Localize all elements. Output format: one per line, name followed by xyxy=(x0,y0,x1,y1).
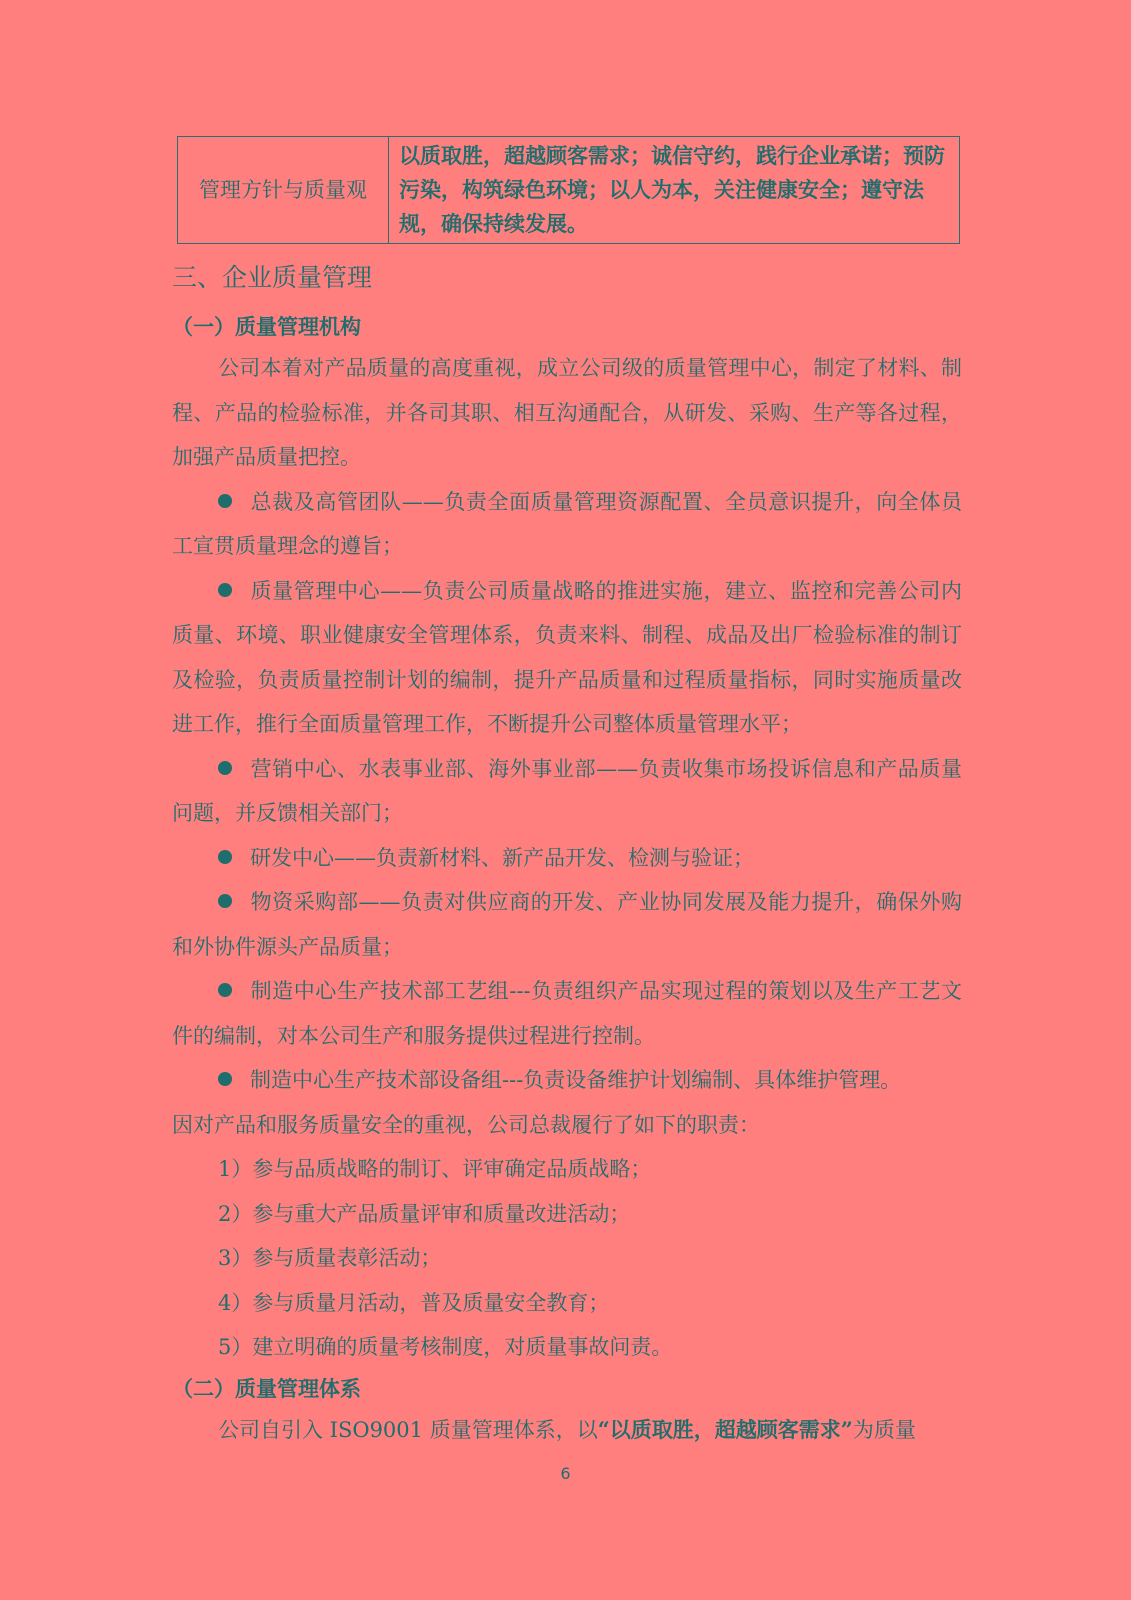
bullet-item xyxy=(172,1058,962,1103)
bullet-dot-icon xyxy=(218,850,232,864)
duty-item: 5）建立明确的质量考核制度，对质量事故问责。 xyxy=(218,1335,673,1359)
bullet-text: 总裁及高管团队——负责全面质量管理资源配置、全员意识提升，向全体员工宣贯质量理念的遵旨； xyxy=(172,489,962,558)
bullet-text: 物资采购部——负责对供应商的开发、产业协同发展及能力提升，确保外购和外协件源头产品质量； xyxy=(172,890,962,959)
bullet-dot-icon xyxy=(218,494,232,508)
bullet-item xyxy=(172,969,962,1058)
bullet-item xyxy=(172,480,962,569)
system-text-prefix: 公司自引入 ISO9001 质量管理体系，以 xyxy=(218,1417,598,1442)
bullet-text: 质量管理中心——负责公司质量战略的推进实施，建立、监控和完善公司内质量、环境、职业健康安全管理体系，负责来料、制程、成品及出厂检验标准的制订及检验，负责质量控制计划的编制，提升产品质量和过程质量指标，同时实施质量改进工作，推行全面质量管理工作，不断提升公司整体质量管理水平； xyxy=(172,578,962,736)
document-page xyxy=(172,136,962,1452)
section-title: 三、企业质量管理 xyxy=(172,263,373,292)
duty-intro: 因对产品和服务质量安全的重视，公司总裁履行了如下的职责： xyxy=(172,1112,760,1137)
page-number: 6 xyxy=(560,1464,571,1483)
bullet-item xyxy=(172,836,962,881)
system-paragraph xyxy=(172,1408,962,1453)
system-quote: “以质取胜，超越顾客需求” xyxy=(597,1416,853,1442)
bullet-text: 营销中心、水表事业部、海外事业部——负责收集市场投诉信息和产品质量问题，并反馈相关部门； xyxy=(172,756,962,825)
bullet-dot-icon xyxy=(218,583,232,597)
bullet-text: 制造中心生产技术部工艺组---负责组织产品实现过程的策划以及生产工艺文件的编制，对本公司生产和服务提供过程进行控制。 xyxy=(172,979,962,1048)
bullet-item xyxy=(172,569,962,747)
duty-item: 4）参与质量月活动，普及质量安全教育； xyxy=(218,1290,610,1315)
system-text-suffix: 为质量 xyxy=(852,1417,916,1442)
bullet-dot-icon xyxy=(218,983,232,997)
intro-paragraph: 公司本着对产品质量的高度重视，成立公司级的质量管理中心，制定了材料、制程、产品的检验标准，并各司其职、相互沟通配合，从研发、采购、生产等各过程，加强产品质量把控。 xyxy=(172,356,962,469)
subsection-title-organization: （一）质量管理机构 xyxy=(172,314,361,339)
policy-label: 管理方针与质量观 xyxy=(178,137,389,244)
duty-item: 1）参与品质战略的制订、评审确定品质战略； xyxy=(218,1157,652,1181)
bullet-text: 研发中心——负责新材料、新产品开发、检测与验证； xyxy=(250,845,754,870)
bullet-text: 制造中心生产技术部设备组---负责设备维护计划编制、具体维护管理。 xyxy=(250,1068,902,1092)
bullet-item xyxy=(172,880,962,969)
subsection-title-system: （二）质量管理体系 xyxy=(172,1375,361,1401)
bullet-dot-icon xyxy=(218,1072,232,1086)
policy-table xyxy=(177,136,960,244)
duty-item: 3）参与质量表彰活动； xyxy=(218,1246,442,1270)
bullet-item xyxy=(172,747,962,836)
bullet-dot-icon xyxy=(218,761,232,775)
duty-item: 2）参与重大产品质量评审和质量改进活动； xyxy=(218,1201,631,1226)
bullet-dot-icon xyxy=(218,894,232,908)
policy-content: 以质取胜，超越顾客需求；诚信守约，践行企业承诺；预防污染，构筑绿色环境；以人为本，关注健康安全；遵守法规，确保持续发展。 xyxy=(389,137,960,244)
